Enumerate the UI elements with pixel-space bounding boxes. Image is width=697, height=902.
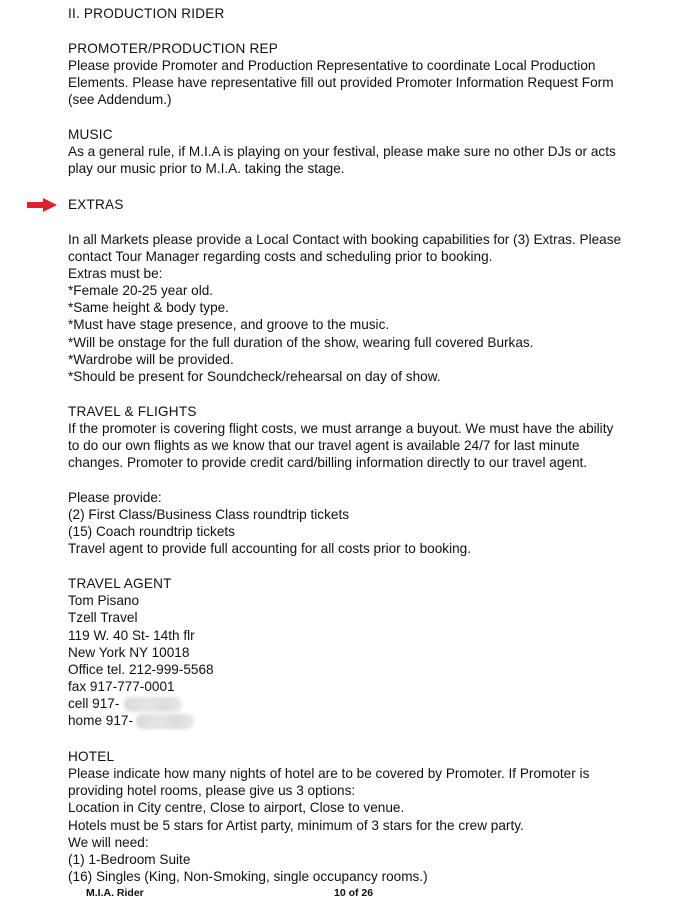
agent-fax: fax 917-777-0001 [68,679,175,694]
hotel-line: Hotels must be 5 stars for Artist party, minimum of 3 stars for the crew party. [68,818,524,833]
hotel-line: We will need: [68,835,149,850]
extras-line: *Will be onstage for the full duration of the show, wearing full covered Burkas. [68,335,534,350]
extras-line: *Wardrobe will be provided. [68,352,234,367]
redacted-cell-number [124,697,182,712]
agent-city: New York NY 10018 [68,645,190,660]
travel-line: changes. Promoter to provide credit card/billing information directly to our travel agent. [68,455,588,470]
travel-heading: TRAVEL & FLIGHTS [68,404,197,419]
extras-line: Extras must be: [68,266,163,281]
extras-heading: EXTRAS [68,197,124,212]
agent-home: home 917- [68,713,133,728]
extras-line: *Should be present for Soundcheck/rehearsal on day of show. [68,369,441,384]
travel-line: to do our own flights as we know that our travel agent is available 24/7 for last minute [68,438,580,453]
agent-heading: TRAVEL AGENT [68,576,172,591]
promoter-heading: PROMOTER/PRODUCTION REP [68,41,279,56]
agent-company: Tzell Travel [68,610,138,625]
travel-provide-line: Please provide: [68,490,162,505]
extras-line: In all Markets please provide a Local Contact with booking capabilities for (3) Extras. Please [68,232,622,247]
agent-address: 119 W. 40 St- 14th flr [68,628,195,643]
promoter-line: Please provide Promoter and Production Representative to coordinate Local Production [68,58,596,73]
hotel-line: Location in City centre, Close to airport, Close to venue. [68,800,405,815]
promoter-line: Elements. Please have representative fill out provided Promoter Information Request Form [68,75,614,90]
travel-provide-line: (15) Coach roundtrip tickets [68,524,235,539]
redacted-home-number [136,714,194,729]
music-heading: MUSIC [68,127,113,142]
rider-title: II. PRODUCTION RIDER [68,6,225,21]
extras-line: *Same height & body type. [68,300,229,315]
promoter-line: (see Addendum.) [68,92,172,107]
footer-doc-name: M.I.A. Rider [86,887,144,899]
agent-office-tel: Office tel. 212-999-5568 [68,662,214,677]
travel-line: If the promoter is covering flight costs, we must arrange a buyout. We must have the ability [68,421,614,436]
extras-line: *Must have stage presence, and groove to the music. [68,317,390,332]
agent-cell: cell 917- [68,696,120,711]
travel-provide-line: (2) First Class/Business Class roundtrip tickets [68,507,350,522]
music-line: play our music prior to M.I.A. taking the stage. [68,161,345,176]
agent-name: Tom Pisano [68,593,140,608]
extras-line: *Female 20-25 year old. [68,283,214,298]
hotel-line: providing hotel rooms, please give us 3 options: [68,783,356,798]
hotel-heading: HOTEL [68,749,115,764]
music-line: As a general rule, if M.I.A is playing on your festival, please make sure no other DJs or acts [68,144,616,159]
extras-line: contact Tour Manager regarding costs and scheduling prior to booking. [68,249,493,264]
hotel-line: Please indicate how many nights of hotel are to be covered by Promoter. If Promoter is [68,766,590,781]
hotel-line: (16) Singles (King, Non-Smoking, single occupancy rooms.) [68,869,428,884]
travel-provide-line: Travel agent to provide full accounting for all costs prior to booking. [68,541,471,556]
hotel-line: (1) 1-Bedroom Suite [68,852,191,867]
red-arrow-icon [27,198,57,212]
footer-page-number: 10 of 26 [334,887,374,899]
